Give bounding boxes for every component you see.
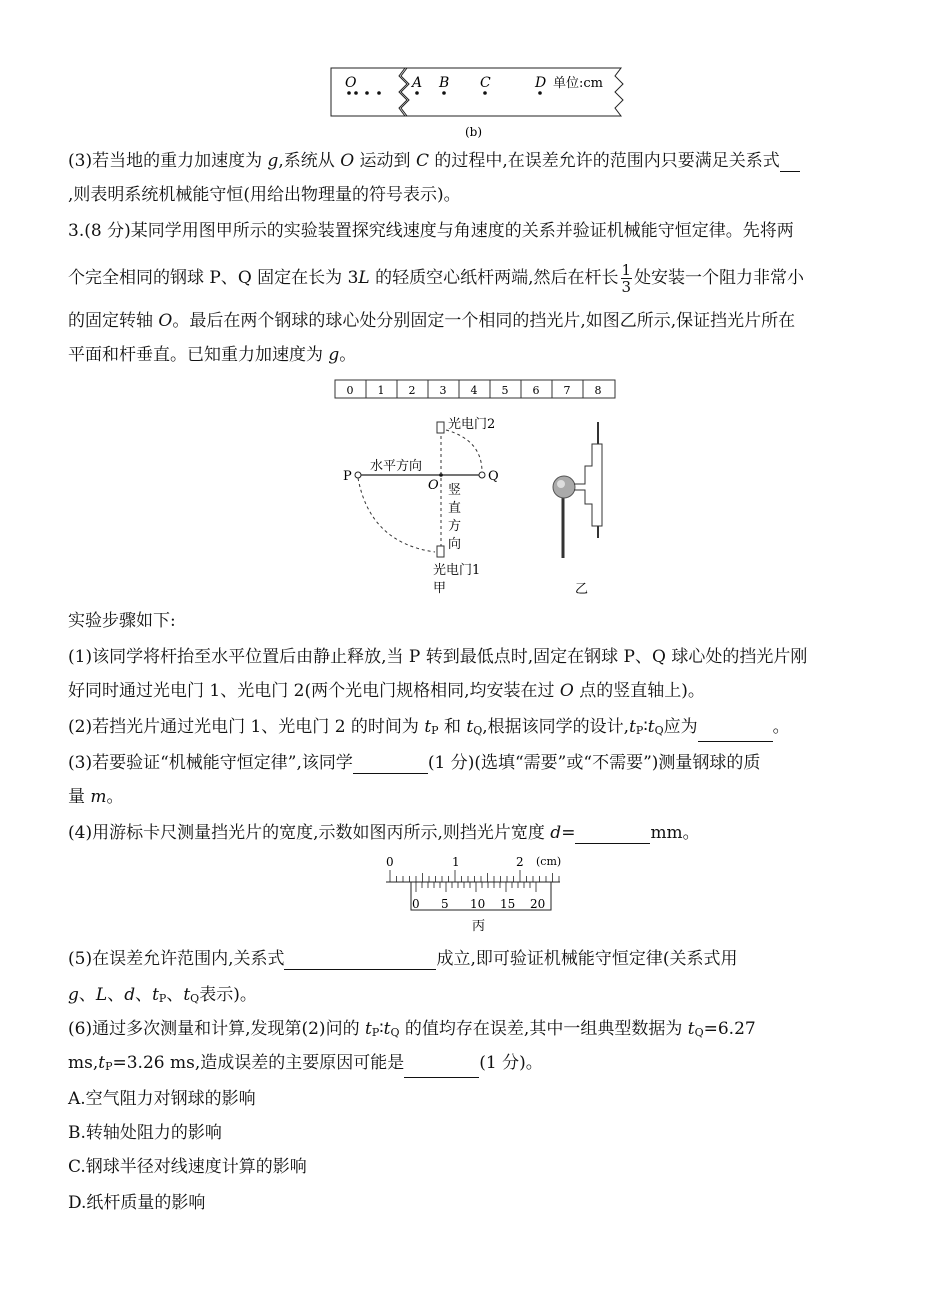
- answer-blank[interactable]: [698, 724, 773, 742]
- step3-line2: 量 m。: [68, 787, 124, 807]
- vernier-label: 10: [470, 897, 486, 911]
- q3-line4: 平面和杆垂直。已知重力加速度为 g。: [68, 345, 357, 365]
- main-tick-label: 2: [516, 855, 524, 869]
- option-c[interactable]: C.钢球半径对线速度计算的影响: [68, 1157, 307, 1177]
- step6-line2: $ms,t_P=3.26$ ms,造成误差的主要原因可能是 (1 分)。: [68, 1052, 543, 1078]
- step4-line: (4)用游标卡尺测量挡光片的宽度,示数如图丙所示,则挡光片宽度 d= mm。: [68, 823, 700, 843]
- ruler-tick: 5: [501, 384, 509, 397]
- ruler-tick: 7: [563, 384, 571, 397]
- step1-line1: (1)该同学将杆抬至水平位置后由静止释放,当 P 转到最低点时,固定在钢球 P、Q 球心处的挡光片刚: [68, 647, 808, 667]
- q3-line3: 的固定转轴 O。最后在两个钢球的球心处分别固定一个相同的挡光片,如图乙所示,保证挡光片所在: [68, 311, 796, 331]
- caption-jia: 甲: [433, 581, 447, 596]
- step5-line2: g、L、d、$t_P$、$t_Q$表示)。: [68, 985, 257, 1005]
- figure-jia-yi: [330, 378, 630, 600]
- answer-blank[interactable]: [575, 826, 650, 844]
- step6-line1: (6)通过多次测量和计算,发现第(2)问的 $t_P∶t_Q$ 的值均存在误差,其中一组典型数据为 $t_Q=6.27$: [68, 1019, 756, 1039]
- figure-bing-vernier-caliper: [378, 852, 578, 938]
- vernier-label: 0: [412, 897, 420, 911]
- ruler-tick: 4: [470, 384, 478, 397]
- main-tick-label: 0: [386, 855, 394, 869]
- steps-title: 实验步骤如下:: [68, 611, 176, 631]
- figure-b-caption: (b): [465, 125, 483, 139]
- q3-header: 3.(8 分)某同学用图甲所示的实验装置探究线速度与角速度的关系并验证机械能守恒定律。先将两: [68, 221, 794, 241]
- step1-line2: 好同时通过光电门 1、光电门 2(两个光电门规格相同,均安装在过 O 点的竖直轴上)。: [68, 681, 705, 701]
- option-d[interactable]: D.纸杆质量的影响: [68, 1193, 206, 1213]
- vertical-label: 向: [448, 537, 462, 552]
- q-label: Q: [488, 469, 499, 484]
- fraction-one-third: $\frac{1}{3}$: [621, 261, 632, 296]
- vernier-label: 5: [441, 897, 449, 911]
- point-b-label: B: [439, 75, 450, 91]
- step3-line1: (3)若要验证“机械能守恒定律”,该同学 (1 分)(选填“需要”或“不需要”)测量钢球的质: [68, 753, 761, 773]
- vernier-label: 15: [500, 897, 516, 911]
- unit-label: (cm): [536, 855, 562, 868]
- ruler-tick: 6: [532, 384, 540, 397]
- ruler-tick: 1: [377, 384, 385, 397]
- ruler-tick: 2: [408, 384, 416, 397]
- ruler-tick: 0: [346, 384, 354, 397]
- vertical-label: 竖: [448, 483, 462, 498]
- step2-line: (2)若挡光片通过光电门 1、光电门 2 的时间为 $t_P$ 和 $t_Q$,根据该同学的设计$,t_P∶t_Q$应为 。: [68, 716, 790, 742]
- point-d-label: D: [535, 75, 547, 91]
- ruler-tick: 3: [439, 384, 447, 397]
- gate-1-label: 光电门1: [433, 563, 481, 578]
- point-a-label: A: [412, 75, 423, 91]
- unit-label: 单位:cm: [553, 76, 603, 91]
- figure-b-paper-tape: [325, 62, 625, 142]
- horizontal-label: 水平方向: [370, 459, 423, 474]
- answer-blank[interactable]: [404, 1060, 479, 1078]
- point-c-label: C: [480, 75, 491, 91]
- vertical-label: 方: [448, 519, 462, 534]
- answer-blank[interactable]: [353, 756, 428, 774]
- point-o-label: O: [345, 75, 357, 91]
- caption-yi: 乙: [575, 582, 589, 597]
- gate-2-label: 光电门2: [448, 417, 496, 432]
- q3-line2: 个完全相同的钢球 P、Q 固定在长为 3L 的轻质空心纸杆两端,然后在杆长 $\frac{1}{3}$ 处安装一个阻力非常小: [68, 261, 805, 296]
- option-b[interactable]: B.转轴处阻力的影响: [68, 1123, 222, 1143]
- answer-blank[interactable]: [780, 154, 800, 172]
- o-label: O: [428, 478, 439, 493]
- step5-line1: (5)在误差允许范围内,关系式 成立,即可验证机械能守恒定律(关系式用: [68, 949, 738, 969]
- q2-part3-line1: (3)若当地的重力加速度为 g,系统从 O 运动到 C 的过程中,在误差允许的范围内只要满足关系式: [68, 150, 800, 172]
- vernier-label: 20: [530, 897, 546, 911]
- vertical-label: 直: [448, 501, 462, 516]
- ruler-tick: 8: [594, 384, 602, 397]
- main-tick-label: 1: [452, 855, 460, 869]
- p-label: P: [343, 469, 352, 484]
- option-a[interactable]: A.空气阻力对钢球的影响: [68, 1089, 256, 1109]
- answer-blank[interactable]: [284, 952, 436, 970]
- q2-part3-line2: ,则表明系统机械能守恒(用给出物理量的符号表示)。: [68, 185, 461, 205]
- figure-bing-caption: 丙: [472, 919, 486, 934]
